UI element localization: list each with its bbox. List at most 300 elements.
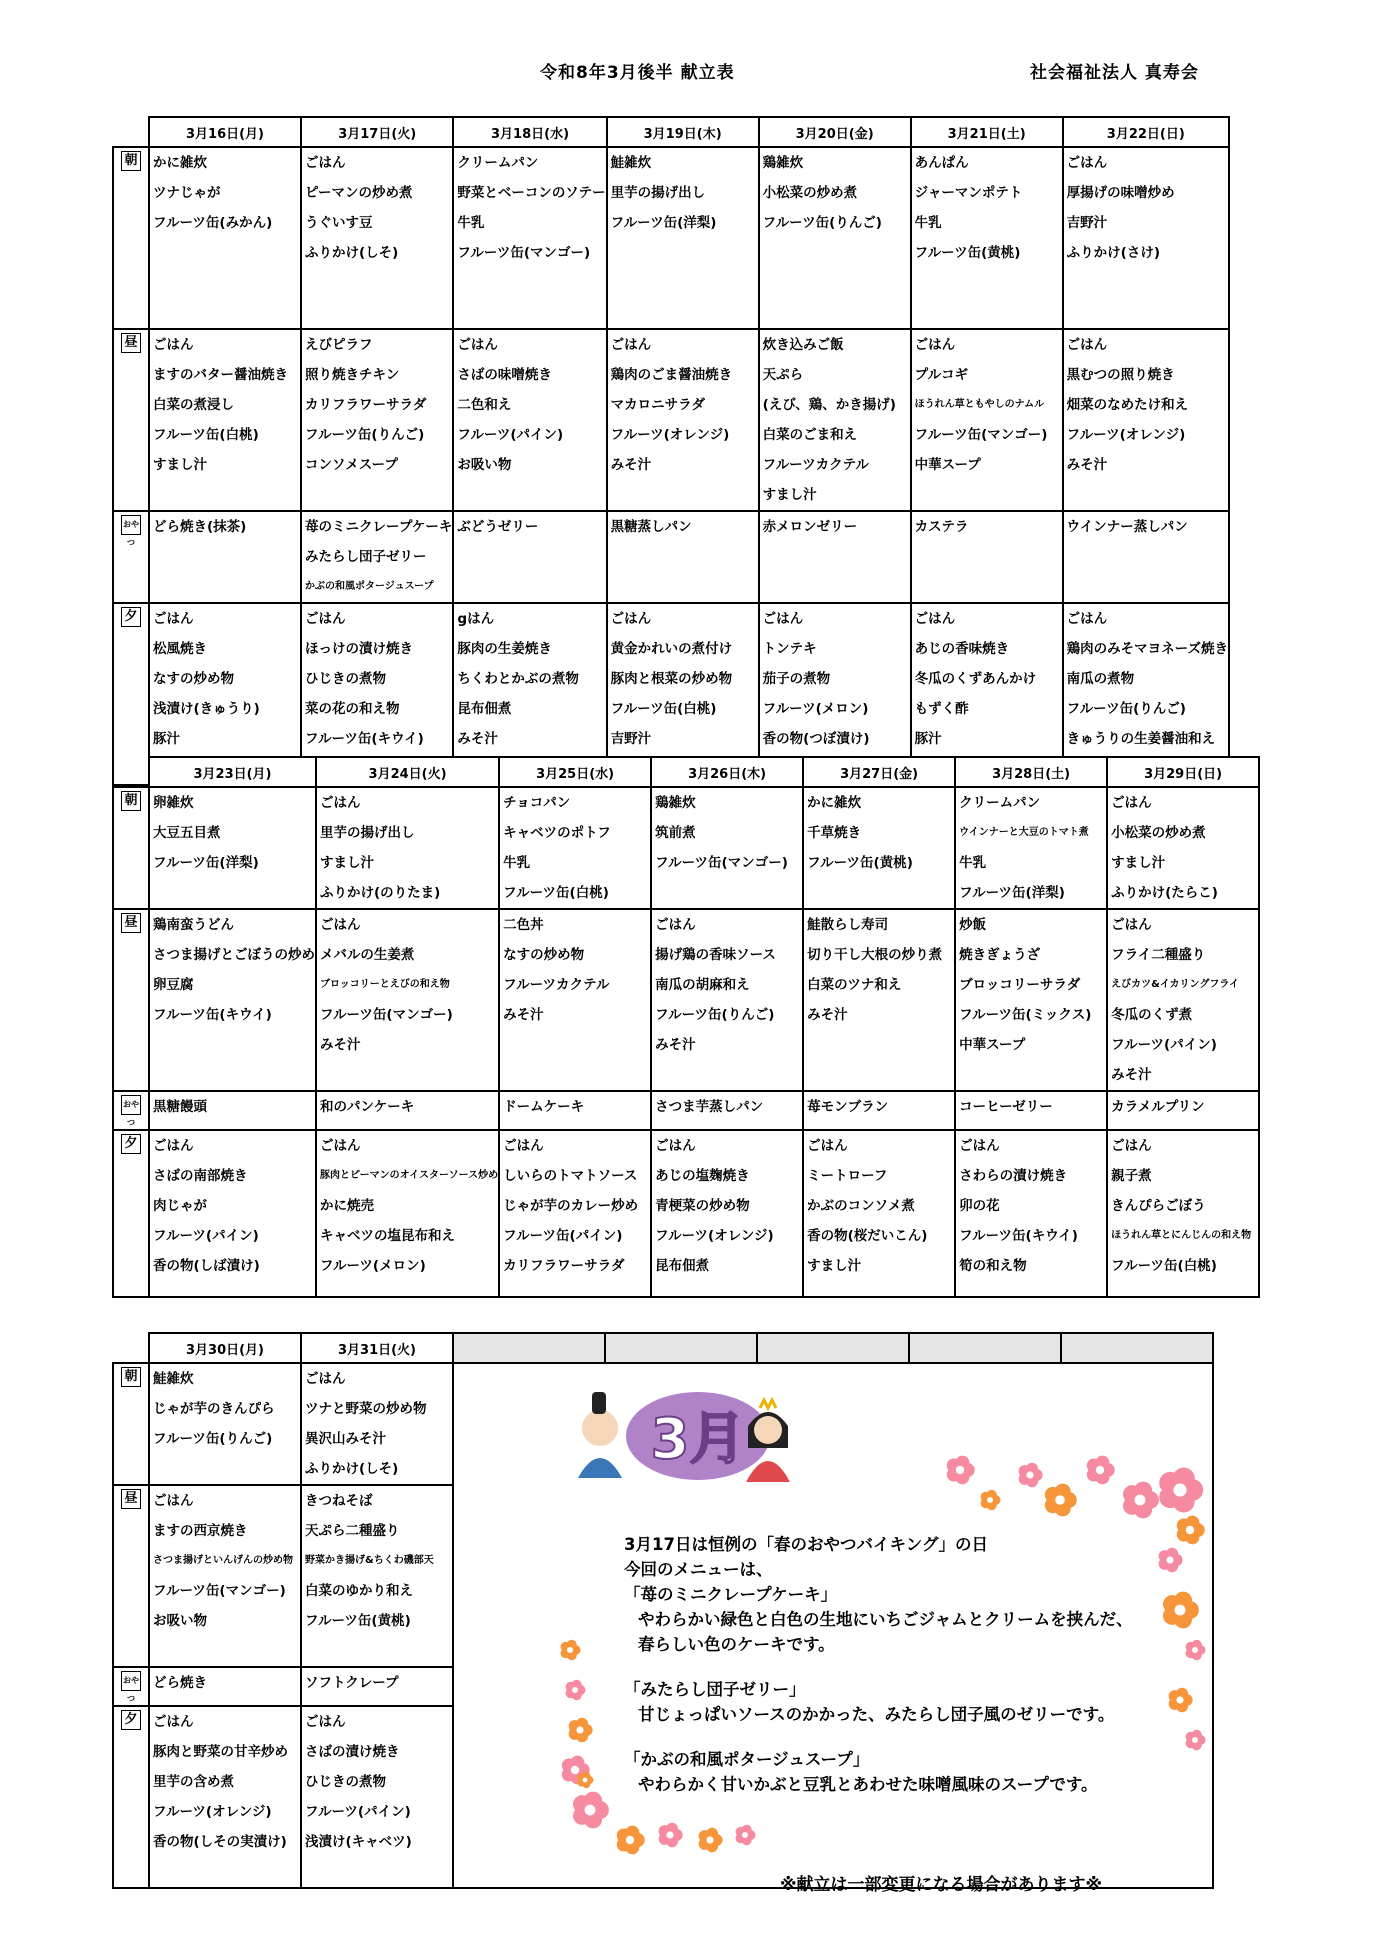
menu-item: フルーツ缶(マンゴー) bbox=[320, 1007, 453, 1023]
menu-item: さばの南部焼き bbox=[153, 1168, 248, 1184]
note-line: 春らしい色のケーキです。 bbox=[638, 1635, 835, 1654]
menu-item: フルーツ缶(洋梨) bbox=[153, 855, 259, 871]
menu-item: ひじきの煮物 bbox=[305, 1774, 386, 1790]
menu-item: うぐいす豆 bbox=[305, 215, 373, 231]
menu-item: 黒むつの照り焼き bbox=[1066, 367, 1175, 383]
menu-item: みそ汁 bbox=[1066, 457, 1108, 473]
menu-item: 吉野汁 bbox=[1066, 215, 1108, 231]
menu-item: ほうれん草ともやしのナムル bbox=[914, 399, 1045, 410]
menu-item: 大豆五目煮 bbox=[153, 825, 221, 841]
day-header: 3月23日(月) bbox=[149, 757, 316, 787]
menu-item: 青梗菜の炒め物 bbox=[655, 1198, 750, 1214]
menu-item: メバルの生姜煮 bbox=[320, 947, 415, 963]
menu-cell bbox=[955, 787, 1107, 909]
menu-item: ごはん bbox=[610, 337, 652, 353]
menu-item: フルーツカクテル bbox=[762, 457, 869, 473]
menu-item: 炊き込みご飯 bbox=[762, 337, 844, 353]
menu-cell bbox=[955, 909, 1107, 1091]
menu-item: ごはん bbox=[320, 1138, 361, 1154]
menu-item: 天ぷら bbox=[762, 367, 804, 383]
menu-cell bbox=[1063, 511, 1229, 603]
menu-item: 香の物(しその実漬け) bbox=[153, 1834, 287, 1850]
menu-cell bbox=[301, 147, 453, 329]
day-header: 3月25日(水) bbox=[499, 757, 651, 787]
day-header: 3月26日(木) bbox=[651, 757, 803, 787]
menu-item: キャベツの塩昆布和え bbox=[320, 1228, 455, 1244]
menu-item: 中華スープ bbox=[914, 457, 981, 473]
menu-item: かぶの和風ポタージュスープ bbox=[305, 581, 434, 592]
meal-label-breakfast bbox=[113, 1363, 149, 1485]
note-line: 「みたらし団子ゼリー」 bbox=[624, 1680, 806, 1699]
menu-cell bbox=[149, 1091, 316, 1130]
menu-item: クリームパン bbox=[959, 795, 1041, 811]
menu-item: ツナと野菜の炒め物 bbox=[305, 1401, 427, 1417]
menu-item: (えび、鶏、かき揚げ) bbox=[762, 397, 896, 413]
menu-item: ブロッコリーとえびの和え物 bbox=[320, 979, 450, 990]
day-header-row bbox=[113, 117, 1229, 147]
menu-cell bbox=[499, 909, 651, 1091]
menu-item: じゃが芋のカレー炒め bbox=[503, 1198, 639, 1214]
menu-item: フルーツ(パイン) bbox=[153, 1228, 259, 1244]
day-header: 3月19日(木) bbox=[607, 117, 759, 147]
menu-item: 豚肉の生姜焼き bbox=[457, 641, 552, 657]
menu-item: 中華スープ bbox=[959, 1037, 1026, 1053]
note-line: 甘じょっぱいソースのかかった、みたらし団子風のゼリーです。 bbox=[638, 1705, 1115, 1724]
corner-cell bbox=[113, 1333, 149, 1363]
menu-item: 里芋の揚げ出し bbox=[320, 825, 415, 841]
menu-item: ウインナー蒸しパン bbox=[1066, 519, 1188, 535]
menu-item: さわらの漬け焼き bbox=[959, 1168, 1068, 1184]
menu-item: ごはん bbox=[1066, 337, 1108, 353]
menu-item: 冬瓜のくず煮 bbox=[1111, 1007, 1193, 1023]
menu-item: gはん bbox=[457, 611, 495, 627]
menu-item: ごはん bbox=[959, 1138, 1000, 1154]
menu-item: ますのバター醤油焼き bbox=[153, 367, 288, 383]
menu-item: みそ汁 bbox=[655, 1037, 696, 1053]
menu-cell bbox=[149, 1706, 301, 1888]
note-line: やわらかい緑色と白色の生地にいちごジャムとクリームを挟んだ、 bbox=[638, 1610, 1133, 1629]
menu-item: みそ汁 bbox=[503, 1007, 544, 1023]
menu-item: ごはん bbox=[153, 1493, 194, 1509]
menu-item: しいらのトマトソース bbox=[503, 1168, 638, 1184]
menu-cell bbox=[955, 1130, 1107, 1297]
menu-item: ソフトクレープ bbox=[305, 1675, 399, 1691]
menu-item: 冬瓜のくずあんかけ bbox=[914, 671, 1037, 687]
menu-item: 小松菜の炒め煮 bbox=[1111, 825, 1206, 841]
day-header: 3月16日(月) bbox=[149, 117, 301, 147]
menu-item: 赤メロンゼリー bbox=[762, 519, 858, 535]
menu-item: すまし汁 bbox=[807, 1258, 862, 1274]
menu-item: さばの漬け焼き bbox=[305, 1744, 400, 1760]
menu-item: 里芋の揚げ出し bbox=[610, 185, 706, 201]
menu-item: 切り干し大根の炒り煮 bbox=[807, 947, 943, 963]
menu-item: フルーツ缶(りんご) bbox=[1066, 701, 1186, 717]
menu-item: えびカツ&イカリングフライ bbox=[1111, 979, 1240, 990]
menu-item: ジャーマンポテト bbox=[914, 185, 1023, 201]
menu-item: フルーツ缶(パイン) bbox=[503, 1228, 623, 1244]
notes-panel bbox=[453, 1363, 1213, 1888]
menu-item: ごはん bbox=[1111, 1138, 1152, 1154]
meal-label-text: 昼 bbox=[121, 333, 141, 353]
menu-item: あじの塩麹焼き bbox=[655, 1168, 750, 1184]
menu-item: フルーツ缶(キウイ) bbox=[153, 1007, 272, 1023]
menu-item: 厚揚げの味噌炒め bbox=[1066, 185, 1175, 201]
menu-item: ごはん bbox=[320, 795, 361, 811]
menu-item: 鮭雑炊 bbox=[153, 1371, 194, 1387]
menu-cell bbox=[149, 1667, 301, 1706]
meal-row-lunch bbox=[113, 909, 1259, 1091]
menu-cell bbox=[301, 1706, 453, 1888]
menu-cell bbox=[759, 511, 911, 603]
menu-item: えびピラフ bbox=[305, 337, 373, 353]
menu-item: 香の物(桜だいこん) bbox=[807, 1228, 928, 1244]
menu-item: 香の物(つぼ漬け) bbox=[762, 731, 870, 747]
menu-item: すまし汁 bbox=[1111, 855, 1166, 871]
menu-item: 白菜のゆかり和え bbox=[305, 1583, 413, 1599]
meal-label-dinner bbox=[113, 1706, 149, 1888]
menu-item: 和のパンケーキ bbox=[320, 1099, 415, 1115]
menu-item: ミートローフ bbox=[807, 1168, 888, 1184]
menu-item: 鶏肉のみそマヨネーズ焼き bbox=[1066, 641, 1228, 657]
meal-label-text: 夕 bbox=[121, 1710, 141, 1730]
menu-item: みそ汁 bbox=[1111, 1067, 1152, 1083]
menu-item: 親子煮 bbox=[1111, 1168, 1152, 1184]
meal-row-lunch bbox=[113, 329, 1229, 511]
menu-item: フルーツ缶(ミックス) bbox=[959, 1007, 1092, 1023]
footer-note: ※献立は一部変更になる場合があります※ bbox=[780, 1875, 1103, 1895]
menu-item: ますの西京焼き bbox=[153, 1523, 248, 1539]
menu-item: 揚げ鶏の香味ソース bbox=[655, 947, 776, 963]
menu-item: 苺のミニクレープケーキ bbox=[305, 519, 453, 535]
day-header: 3月24日(火) bbox=[316, 757, 499, 787]
menu-item: 照り焼きチキン bbox=[305, 367, 400, 383]
meal-label-text: 朝 bbox=[121, 791, 141, 811]
menu-cell bbox=[316, 787, 499, 909]
menu-item: ほっけの漬け焼き bbox=[305, 641, 413, 657]
menu-item: みそ汁 bbox=[610, 457, 652, 473]
menu-item: すまし汁 bbox=[320, 855, 374, 871]
menu-item: 鶏雑炊 bbox=[655, 795, 696, 811]
note-line: やわらかく甘いかぶと豆乳とあわせた味噌風味のスープです。 bbox=[638, 1775, 1098, 1794]
meal-label-snack bbox=[113, 1667, 149, 1706]
menu-cell bbox=[1107, 1091, 1259, 1130]
menu-item: ごはん bbox=[1111, 795, 1152, 811]
menu-item: ブロッコリーサラダ bbox=[959, 977, 1081, 993]
menu-item: かに焼売 bbox=[320, 1198, 374, 1214]
menu-cell bbox=[301, 329, 453, 511]
menu-item: ごはん bbox=[914, 337, 956, 353]
menu-item: フルーツ缶(みかん) bbox=[153, 215, 273, 231]
menu-item: ごはん bbox=[1066, 611, 1108, 627]
menu-cell bbox=[1107, 1130, 1259, 1297]
menu-item: きゅうりの生姜醤油和え bbox=[1066, 731, 1216, 747]
menu-item: なすの炒め物 bbox=[503, 947, 585, 963]
menu-item: ごはん bbox=[914, 611, 956, 627]
day-header-row bbox=[113, 757, 1259, 787]
menu-item: 豚汁 bbox=[914, 731, 942, 747]
day-header: 3月31日(火) bbox=[301, 1333, 453, 1363]
menu-item: ふりかけ(たらこ) bbox=[1111, 885, 1218, 901]
menu-item: 小松菜の炒め煮 bbox=[762, 185, 858, 201]
menu-item: フライ二種盛り bbox=[1111, 947, 1206, 963]
menu-item: 苺モンブラン bbox=[807, 1099, 889, 1115]
menu-item: フルーツ缶(りんご) bbox=[762, 215, 882, 231]
menu-item: フルーツ缶(マンゴー) bbox=[655, 855, 788, 871]
week1-table bbox=[112, 116, 1230, 786]
organization-name: 社会福祉法人 真寿会 bbox=[1030, 63, 1199, 83]
menu-cell bbox=[453, 329, 606, 511]
menu-item: どら焼き bbox=[153, 1675, 207, 1691]
day-header: 3月17日(火) bbox=[301, 117, 453, 147]
menu-item: カリフラワーサラダ bbox=[503, 1258, 625, 1274]
menu-item: 菜の花の和え物 bbox=[305, 701, 400, 717]
menu-cell bbox=[149, 1130, 316, 1297]
meal-label-text: 昼 bbox=[121, 913, 141, 933]
day-header-row bbox=[113, 1333, 1213, 1363]
meal-label-breakfast bbox=[113, 147, 149, 329]
menu-item: フルーツ缶(洋梨) bbox=[610, 215, 717, 231]
menu-cell bbox=[803, 1091, 955, 1130]
hina-doll-banner bbox=[570, 1378, 800, 1498]
menu-item: 黒糖蒸しパン bbox=[610, 519, 692, 535]
menu-item: もずく酢 bbox=[914, 701, 969, 717]
menu-item: フルーツ缶(黄桃) bbox=[807, 855, 913, 871]
menu-item: 松風焼き bbox=[153, 641, 207, 657]
meal-row-snack bbox=[113, 1091, 1259, 1130]
menu-cell bbox=[301, 1363, 453, 1485]
menu-item: ふりかけ(しそ) bbox=[305, 1461, 399, 1477]
menu-cell bbox=[149, 1363, 301, 1485]
menu-item: ごはん bbox=[807, 1138, 848, 1154]
menu-item: 豚肉と野菜の甘辛炒め bbox=[153, 1744, 288, 1760]
menu-cell bbox=[453, 511, 606, 603]
menu-cell bbox=[651, 1091, 803, 1130]
menu-cell bbox=[301, 1667, 453, 1706]
menu-cell bbox=[1063, 329, 1229, 511]
menu-item: すまし汁 bbox=[762, 487, 817, 503]
menu-item: ほうれん草とにんじんの和え物 bbox=[1111, 1230, 1252, 1241]
menu-cell bbox=[651, 787, 803, 909]
menu-item: 筑前煮 bbox=[655, 825, 696, 841]
menu-item: ちくわとかぶの煮物 bbox=[457, 671, 579, 687]
meal-label-text: 朝 bbox=[121, 1367, 141, 1387]
note-line: 「かぶの和風ポタージュスープ」 bbox=[624, 1750, 870, 1769]
menu-item: 炒飯 bbox=[959, 917, 987, 933]
menu-item: 牛乳 bbox=[914, 215, 942, 231]
menu-item: 卵豆腐 bbox=[153, 977, 194, 993]
menu-item: ごはん bbox=[153, 337, 194, 353]
menu-item: 筍の和え物 bbox=[959, 1258, 1027, 1274]
menu-item: フルーツ缶(白桃) bbox=[610, 701, 717, 717]
meal-label-text: 朝 bbox=[121, 151, 141, 171]
menu-cell bbox=[1107, 787, 1259, 909]
menu-item: フルーツ缶(キウイ) bbox=[959, 1228, 1078, 1244]
menu-item: かぶのコンソメ煮 bbox=[807, 1198, 915, 1214]
menu-cell bbox=[149, 787, 316, 909]
menu-item: 浅漬け(きゅうり) bbox=[153, 701, 260, 717]
menu-item: お吸い物 bbox=[153, 1613, 207, 1629]
menu-item: カリフラワーサラダ bbox=[305, 397, 427, 413]
menu-item: 黄金かれいの煮付け bbox=[610, 641, 733, 657]
meal-label-lunch bbox=[113, 1485, 149, 1667]
menu-cell bbox=[149, 909, 316, 1091]
menu-cell bbox=[955, 1091, 1107, 1130]
menu-item: 焼きぎょうざ bbox=[959, 947, 1041, 963]
menu-item: 香の物(しば漬け) bbox=[153, 1258, 260, 1274]
menu-cell bbox=[149, 511, 301, 603]
menu-item: フルーツ缶(洋梨) bbox=[959, 885, 1065, 901]
empty-day-header bbox=[757, 1333, 909, 1363]
day-header: 3月29日(日) bbox=[1107, 757, 1259, 787]
menu-cell bbox=[149, 147, 301, 329]
day-header: 3月20日(金) bbox=[759, 117, 911, 147]
menu-item: 二色丼 bbox=[503, 917, 544, 933]
meal-label-lunch bbox=[113, 329, 149, 511]
menu-item: カラメルプリン bbox=[1111, 1099, 1205, 1115]
menu-item: ごはん bbox=[1066, 155, 1108, 171]
menu-item: フルーツ(パイン) bbox=[1111, 1037, 1217, 1053]
empty-day-header bbox=[1061, 1333, 1213, 1363]
menu-item: さばの味噌焼き bbox=[457, 367, 552, 383]
menu-item: 異沢山みそ汁 bbox=[305, 1431, 386, 1447]
menu-item: 里芋の含め煮 bbox=[153, 1774, 234, 1790]
menu-item: ごはん bbox=[655, 1138, 696, 1154]
menu-item: ふりかけ(しそ) bbox=[305, 245, 399, 261]
menu-cell bbox=[759, 147, 911, 329]
menu-item: 浅漬け(キャベツ) bbox=[305, 1834, 412, 1850]
menu-item: フルーツ(オレンジ) bbox=[153, 1804, 272, 1820]
menu-item: さつま揚げとごぼうの炒め bbox=[153, 947, 315, 963]
note-line: 「苺のミニクレープケーキ」 bbox=[624, 1585, 838, 1604]
menu-item: ごはん bbox=[655, 917, 696, 933]
menu-item: 肉じゃが bbox=[153, 1198, 207, 1214]
menu-cell bbox=[803, 1130, 955, 1297]
menu-item: フルーツ(パイン) bbox=[305, 1804, 411, 1820]
menu-item: どら焼き(抹茶) bbox=[153, 519, 247, 535]
menu-cell bbox=[301, 1485, 453, 1667]
menu-item: ツナじゃが bbox=[153, 185, 221, 201]
menu-item: フルーツ(オレンジ) bbox=[610, 427, 730, 443]
menu-item: 昆布佃煮 bbox=[457, 701, 512, 717]
empty-day-header bbox=[909, 1333, 1061, 1363]
menu-item: ふりかけ(さけ) bbox=[1066, 245, 1160, 261]
menu-cell bbox=[803, 909, 955, 1091]
menu-cell bbox=[316, 909, 499, 1091]
day-header: 3月27日(金) bbox=[803, 757, 955, 787]
empty-day-header bbox=[605, 1333, 757, 1363]
menu-item: ごはん bbox=[762, 611, 804, 627]
menu-item: 白菜の煮浸し bbox=[153, 397, 234, 413]
menu-cell bbox=[651, 909, 803, 1091]
menu-item: 牛乳 bbox=[503, 855, 531, 871]
menu-cell bbox=[607, 147, 759, 329]
menu-item: ごはん bbox=[1111, 917, 1152, 933]
menu-item: すまし汁 bbox=[153, 457, 207, 473]
meal-label-text: 昼 bbox=[121, 1489, 141, 1509]
menu-item: きんぴらごぼう bbox=[1111, 1198, 1206, 1214]
menu-item: ごはん bbox=[153, 611, 194, 627]
menu-item: あじの香味焼き bbox=[914, 641, 1010, 657]
meal-label-breakfast bbox=[113, 787, 149, 909]
menu-item: 鮭散らし寿司 bbox=[807, 917, 889, 933]
menu-item: ごはん bbox=[610, 611, 652, 627]
meal-label-snack bbox=[113, 511, 149, 603]
menu-item: コーヒーゼリー bbox=[959, 1099, 1053, 1115]
menu-item: 千草焼き bbox=[807, 825, 862, 841]
day-header: 3月28日(土) bbox=[955, 757, 1107, 787]
menu-item: さつま揚げといんげんの炒め物 bbox=[153, 1555, 293, 1566]
menu-item: 豚汁 bbox=[153, 731, 180, 747]
menu-item: ひじきの煮物 bbox=[305, 671, 386, 687]
menu-item: ごはん bbox=[305, 1371, 346, 1387]
menu-item: フルーツ(メロン) bbox=[320, 1258, 426, 1274]
menu-item: 天ぷら二種盛り bbox=[305, 1523, 400, 1539]
menu-item: マカロニサラダ bbox=[610, 397, 706, 413]
menu-cell bbox=[1107, 909, 1259, 1091]
corner-cell bbox=[113, 117, 149, 147]
menu-item: フルーツ缶(キウイ) bbox=[305, 731, 424, 747]
menu-item: 野菜とベーコンのソテー bbox=[457, 185, 606, 201]
menu-item: ごはん bbox=[305, 611, 346, 627]
menu-item: みそ汁 bbox=[457, 731, 498, 747]
meal-label-text: おやつ bbox=[121, 1095, 141, 1115]
menu-cell bbox=[607, 511, 759, 603]
meal-label-lunch bbox=[113, 909, 149, 1091]
menu-cell bbox=[759, 329, 911, 511]
menu-item: ドームケーキ bbox=[503, 1099, 585, 1115]
menu-cell bbox=[149, 1485, 301, 1667]
menu-item: みたらし団子ゼリー bbox=[305, 549, 427, 565]
menu-item: ごはん bbox=[153, 1714, 194, 1730]
day-header: 3月21日(土) bbox=[911, 117, 1063, 147]
menu-item: みそ汁 bbox=[807, 1007, 848, 1023]
menu-cell bbox=[911, 511, 1063, 603]
menu-item: プルコギ bbox=[914, 367, 969, 383]
menu-item: フルーツ缶(りんご) bbox=[655, 1007, 775, 1023]
banner-text: 3月 bbox=[650, 1407, 746, 1472]
menu-item: ごはん bbox=[457, 337, 498, 353]
menu-item: 茄子の煮物 bbox=[762, 671, 831, 687]
menu-cell bbox=[316, 1091, 499, 1130]
menu-item: 南瓜の煮物 bbox=[1066, 671, 1135, 687]
menu-item: フルーツカクテル bbox=[503, 977, 610, 993]
menu-cell bbox=[1063, 147, 1229, 329]
menu-item: コンソメスープ bbox=[305, 457, 398, 473]
meal-row-breakfast bbox=[113, 147, 1229, 329]
menu-item: フルーツ缶(黄桃) bbox=[914, 245, 1021, 261]
menu-item: チョコパン bbox=[503, 795, 571, 811]
notes-text bbox=[624, 1532, 1144, 1797]
menu-item: ふりかけ(のりたま) bbox=[320, 885, 441, 901]
menu-item: カステラ bbox=[914, 519, 969, 535]
menu-item: 豚肉と根菜の炒め物 bbox=[610, 671, 733, 687]
menu-item: あんぱん bbox=[914, 155, 969, 171]
menu-item: 豚肉とピーマンのオイスターソース炒め bbox=[320, 1170, 499, 1181]
menu-item: 昆布佃煮 bbox=[655, 1258, 710, 1274]
empty-day-header bbox=[453, 1333, 605, 1363]
menu-item: 卵雑炊 bbox=[153, 795, 194, 811]
menu-item: じゃが芋のきんぴら bbox=[153, 1401, 275, 1417]
menu-cell bbox=[499, 787, 651, 909]
meal-label-dinner bbox=[113, 1130, 149, 1297]
day-header: 3月30日(月) bbox=[149, 1333, 301, 1363]
menu-item: フルーツ(パイン) bbox=[457, 427, 564, 443]
menu-item: フルーツ(オレンジ) bbox=[1066, 427, 1186, 443]
menu-item: 白菜のツナ和え bbox=[807, 977, 902, 993]
menu-item: かに雑炊 bbox=[153, 155, 207, 171]
menu-item: 黒糖饅頭 bbox=[153, 1099, 207, 1115]
menu-item: 牛乳 bbox=[457, 215, 485, 231]
